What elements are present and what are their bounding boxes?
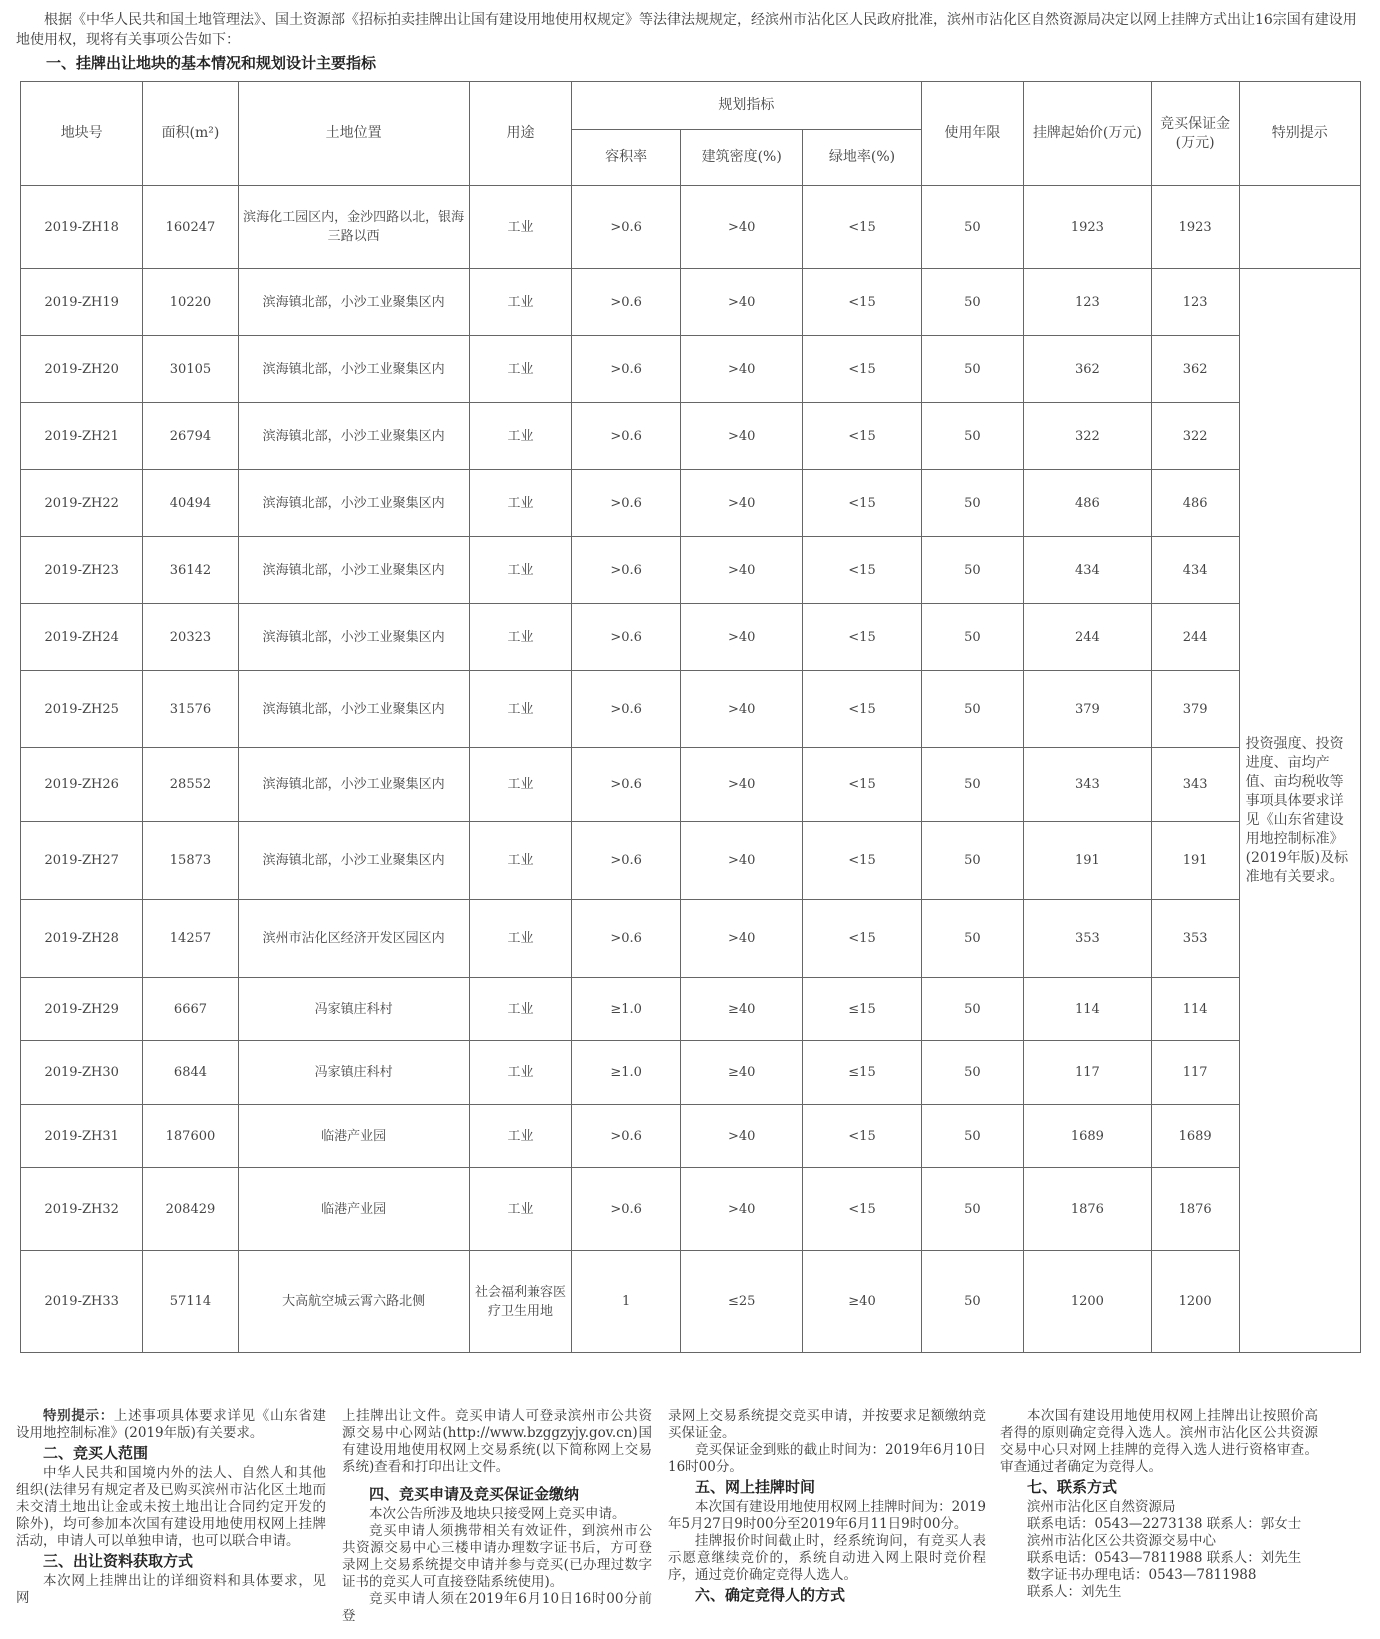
parcel-far: 1 [572, 1251, 681, 1353]
parcel-area: 15873 [143, 822, 238, 900]
section2-title: 二、竞买人范围 [43, 1444, 149, 1462]
parcel-start-price: 191 [1024, 822, 1152, 900]
table-row [21, 900, 1361, 978]
parcel-deposit: 1876 [1151, 1168, 1239, 1251]
parcel-area: 57114 [143, 1251, 238, 1353]
parcel-green: <15 [803, 537, 921, 604]
table-row [21, 470, 1361, 537]
parcel-deposit: 1689 [1151, 1105, 1239, 1168]
parcel-location: 临港产业园 [238, 1168, 469, 1251]
parcel-density: >40 [681, 1168, 803, 1251]
parcel-use: 工业 [469, 470, 572, 537]
section5-para-2: 挂牌报价时间截止时，经系统询问，有竞买人表示愿意继续竞价的，系统自动进入网上限时竞价程序，通过竞价确定竞得人选人。 [668, 1533, 986, 1583]
parcel-term: 50 [921, 269, 1024, 336]
parcel-term: 50 [921, 822, 1024, 900]
special-tip-text: 上述事项具体要求详见《山东省建设用地控制标准》(2019年版)有关要求。 [16, 1408, 327, 1441]
parcel-density: >40 [681, 403, 803, 470]
table-row [21, 822, 1361, 900]
parcel-density: >40 [681, 1105, 803, 1168]
parcel-area: 187600 [143, 1105, 238, 1168]
parcel-density: >40 [681, 336, 803, 403]
parcel-location: 滨海化工园区内，金沙四路以北，银海三路以西 [238, 186, 469, 269]
contact-line: 联系人：刘先生 [1027, 1584, 1122, 1600]
parcel-use: 工业 [469, 1168, 572, 1251]
section4-para-1: 本次公告所涉及地块只接受网上竞买申请。 [369, 1506, 626, 1522]
table-row [21, 1168, 1361, 1251]
contact-line: 数字证书办理电话：0543—7811988 [1027, 1567, 1257, 1583]
parcel-deposit: 114 [1151, 978, 1239, 1041]
parcel-green: <15 [803, 403, 921, 470]
section6-text: 本次国有建设用地使用权网上挂牌出让按照价高者得的原则确定竞得入选人。滨州市沾化区公共资源交易中心只对网上挂牌的竞得入选人进行资格审查。审查通过者确定为竞得人。 [1000, 1408, 1318, 1475]
parcel-green: <15 [803, 269, 921, 336]
parcel-area: 10220 [143, 269, 238, 336]
parcel-use: 工业 [469, 748, 572, 822]
parcel-green: <15 [803, 186, 921, 269]
column-4 [1000, 1408, 1318, 1601]
parcel-location: 大高航空城云霄六路北侧 [238, 1251, 469, 1353]
header-planning: 规划指标 [572, 82, 921, 130]
contact-line: 滨州市沾化区自然资源局 [1027, 1499, 1176, 1515]
contact-line: 联系电话：0543—7811988 联系人：刘先生 [1027, 1550, 1302, 1566]
parcel-green: ≤15 [803, 978, 921, 1041]
parcel-deposit: 379 [1151, 671, 1239, 748]
parcel-start-price: 486 [1024, 470, 1152, 537]
parcel-term: 50 [921, 671, 1024, 748]
parcel-id: 2019-ZH27 [21, 822, 143, 900]
parcel-far: >0.6 [572, 671, 681, 748]
table-body [21, 186, 1361, 1353]
parcel-area: 160247 [143, 186, 238, 269]
parcel-id: 2019-ZH22 [21, 470, 143, 537]
parcel-far: >0.6 [572, 1168, 681, 1251]
parcel-term: 50 [921, 1105, 1024, 1168]
parcel-table [20, 81, 1361, 1353]
parcel-area: 30105 [143, 336, 238, 403]
parcel-far: >0.6 [572, 537, 681, 604]
table-row [21, 537, 1361, 604]
parcel-location: 滨海镇北部，小沙工业聚集区内 [238, 822, 469, 900]
parcel-id: 2019-ZH28 [21, 900, 143, 978]
parcel-area: 28552 [143, 748, 238, 822]
parcel-area: 36142 [143, 537, 238, 604]
parcel-term: 50 [921, 1041, 1024, 1105]
notice-columns [16, 1408, 1366, 1633]
parcel-green: <15 [803, 336, 921, 403]
parcel-deposit: 486 [1151, 470, 1239, 537]
section3-title: 三、出让资料获取方式 [43, 1552, 194, 1570]
deposit-deadline: 竞买保证金到账的截止时间为：2019年6月10日16时00分。 [668, 1442, 986, 1475]
parcel-far: >0.6 [572, 1105, 681, 1168]
table-row [21, 403, 1361, 470]
parcel-density: >40 [681, 748, 803, 822]
parcel-start-price: 434 [1024, 537, 1152, 604]
parcel-term: 50 [921, 748, 1024, 822]
parcel-term: 50 [921, 1168, 1024, 1251]
table-row [21, 1041, 1361, 1105]
parcel-density: >40 [681, 671, 803, 748]
parcel-green: <15 [803, 470, 921, 537]
header-area: 面积(m²) [143, 82, 238, 186]
parcel-id: 2019-ZH33 [21, 1251, 143, 1353]
parcel-area: 6667 [143, 978, 238, 1041]
parcel-green: <15 [803, 1168, 921, 1251]
column-2 [342, 1408, 652, 1625]
parcel-far: >0.6 [572, 336, 681, 403]
parcel-density: >40 [681, 470, 803, 537]
section6-title: 六、确定竞得人的方式 [695, 1586, 846, 1604]
parcel-green: <15 [803, 822, 921, 900]
parcel-deposit: 1923 [1151, 186, 1239, 269]
parcel-location: 滨海镇北部，小沙工业聚集区内 [238, 269, 469, 336]
parcel-area: 31576 [143, 671, 238, 748]
header-green: 绿地率(%) [803, 130, 921, 186]
parcel-id: 2019-ZH23 [21, 537, 143, 604]
parcel-deposit: 191 [1151, 822, 1239, 900]
parcel-far: >0.6 [572, 822, 681, 900]
parcel-green: <15 [803, 748, 921, 822]
table-row [21, 671, 1361, 748]
parcel-location: 滨海镇北部，小沙工业聚集区内 [238, 470, 469, 537]
parcel-green: <15 [803, 671, 921, 748]
parcel-id: 2019-ZH21 [21, 403, 143, 470]
table-header [21, 82, 1361, 186]
parcel-location: 冯家镇庄科村 [238, 1041, 469, 1105]
parcel-start-price: 379 [1024, 671, 1152, 748]
parcel-density: >40 [681, 604, 803, 671]
section2-text: 中华人民共和国境内外的法人、自然人和其他组织(法律另有规定者及已购买滨州市沾化区土地而未交清土地出让金或未按土地出让合同约定开发的除外)，均可参加本次国有建设用地使用权网上挂牌活动，申请人可以单独申请，也可以联合申请。 [16, 1465, 326, 1549]
section3-text: 本次网上挂牌出让的详细资料和具体要求，见网 [16, 1573, 326, 1606]
parcel-id: 2019-ZH30 [21, 1041, 143, 1105]
parcel-area: 6844 [143, 1041, 238, 1105]
parcel-green: ≥40 [803, 1251, 921, 1353]
parcel-term: 50 [921, 186, 1024, 269]
table-row [21, 186, 1361, 269]
section1-title: 一、挂牌出让地块的基本情况和规划设计主要指标 [46, 54, 377, 72]
parcel-far: >0.6 [572, 900, 681, 978]
parcel-far: >0.6 [572, 269, 681, 336]
parcel-location: 滨海镇北部，小沙工业聚集区内 [238, 537, 469, 604]
parcel-density: ≥40 [681, 978, 803, 1041]
header-term: 使用年限 [921, 82, 1024, 186]
header-deposit: 竞买保证金(万元) [1151, 82, 1239, 186]
parcel-green: <15 [803, 604, 921, 671]
parcel-start-price: 114 [1024, 978, 1152, 1041]
header-far: 容积率 [572, 130, 681, 186]
parcel-term: 50 [921, 336, 1024, 403]
parcel-use: 工业 [469, 1041, 572, 1105]
parcel-deposit: 322 [1151, 403, 1239, 470]
parcel-start-price: 343 [1024, 748, 1152, 822]
parcel-start-price: 1876 [1024, 1168, 1152, 1251]
parcel-start-price: 1923 [1024, 186, 1152, 269]
parcel-density: ≤25 [681, 1251, 803, 1353]
intro-paragraph: 根据《中华人民共和国土地管理法》、国土资源部《招标拍卖挂牌出让国有建设用地使用权规定》等法律法规规定，经滨州市沾化区人民政府批准，滨州市沾化区自然资源局决定以网上挂牌方式出让16宗国有建设用地使用权，现将有关事项公告如下： [16, 12, 1357, 48]
table-row [21, 1105, 1361, 1168]
parcel-term: 50 [921, 900, 1024, 978]
parcel-far: >0.6 [572, 470, 681, 537]
parcel-area: 40494 [143, 470, 238, 537]
parcel-green: ≤15 [803, 1041, 921, 1105]
parcel-use: 工业 [469, 537, 572, 604]
parcel-deposit: 362 [1151, 336, 1239, 403]
parcel-term: 50 [921, 537, 1024, 604]
parcel-area: 14257 [143, 900, 238, 978]
table-row [21, 604, 1361, 671]
parcel-density: >40 [681, 269, 803, 336]
parcel-deposit: 343 [1151, 748, 1239, 822]
column-3 [668, 1408, 986, 1607]
parcel-id: 2019-ZH32 [21, 1168, 143, 1251]
parcel-id: 2019-ZH31 [21, 1105, 143, 1168]
header-density: 建筑密度(%) [681, 130, 803, 186]
contact-line: 联系电话：0543—2273138 联系人：郭女士 [1027, 1516, 1302, 1532]
parcel-term: 50 [921, 604, 1024, 671]
parcel-term: 50 [921, 1251, 1024, 1353]
parcel-start-price: 123 [1024, 269, 1152, 336]
parcel-start-price: 1200 [1024, 1251, 1152, 1353]
parcel-start-price: 244 [1024, 604, 1152, 671]
parcel-far: ≥1.0 [572, 978, 681, 1041]
parcel-deposit: 117 [1151, 1041, 1239, 1105]
section3-continued: 上挂牌出让文件。竞买申请人可登录滨州市公共资源交易中心网站(http://www.bzggzyjy.gov.cn)国有建设用地使用权网上交易系统(以下简称网上交易系统)查看和打印出让文件。 [342, 1408, 652, 1475]
parcel-density: >40 [681, 537, 803, 604]
parcel-use: 工业 [469, 671, 572, 748]
parcel-green: <15 [803, 900, 921, 978]
parcel-deposit: 244 [1151, 604, 1239, 671]
parcel-area: 26794 [143, 403, 238, 470]
parcel-deposit: 123 [1151, 269, 1239, 336]
parcel-use: 工业 [469, 336, 572, 403]
parcel-use: 工业 [469, 604, 572, 671]
parcel-location: 滨州市沾化区经济开发区园区内 [238, 900, 469, 978]
header-special: 特别提示 [1239, 82, 1360, 186]
header-use: 用途 [469, 82, 572, 186]
parcel-location: 滨海镇北部，小沙工业聚集区内 [238, 604, 469, 671]
parcel-start-price: 117 [1024, 1041, 1152, 1105]
table-row [21, 336, 1361, 403]
parcel-id: 2019-ZH20 [21, 336, 143, 403]
parcel-location: 滨海镇北部，小沙工业聚集区内 [238, 748, 469, 822]
section4-para-3: 竞买申请人须在2019年6月10日16时00分前登 [342, 1591, 652, 1624]
parcel-deposit: 434 [1151, 537, 1239, 604]
special-note-blank [1239, 186, 1360, 269]
section4-para-2: 竞买申请人须携带相关有效证件，到滨州市公共资源交易中心三楼申请办理数字证书后，方可登录网上交易系统提交申请并参与竞买(已办理过数字证书的竞买人可直接登陆系统使用)。 [342, 1523, 652, 1590]
parcel-location: 滨海镇北部，小沙工业聚集区内 [238, 671, 469, 748]
table-row [21, 269, 1361, 336]
parcel-term: 50 [921, 978, 1024, 1041]
header-location: 土地位置 [238, 82, 469, 186]
parcel-density: >40 [681, 900, 803, 978]
table-row [21, 748, 1361, 822]
section5-title: 五、网上挂牌时间 [695, 1478, 816, 1496]
parcel-use: 工业 [469, 403, 572, 470]
parcel-term: 50 [921, 470, 1024, 537]
parcel-id: 2019-ZH24 [21, 604, 143, 671]
parcel-start-price: 353 [1024, 900, 1152, 978]
parcel-green: <15 [803, 1105, 921, 1168]
parcel-location: 滨海镇北部，小沙工业聚集区内 [238, 403, 469, 470]
special-note: 投资强度、投资进度、亩均产值、亩均税收等事项具体要求详见《山东省建设用地控制标准》(2019年版)及标准地有关要求。 [1239, 269, 1360, 1353]
parcel-id: 2019-ZH25 [21, 671, 143, 748]
parcel-use: 工业 [469, 900, 572, 978]
header-parcel: 地块号 [21, 82, 143, 186]
parcel-location: 滨海镇北部，小沙工业聚集区内 [238, 336, 469, 403]
parcel-use: 工业 [469, 978, 572, 1041]
parcel-density: >40 [681, 822, 803, 900]
section4-continued: 录网上交易系统提交竞买申请，并按要求足额缴纳竞买保证金。 [668, 1408, 986, 1441]
parcel-far: >0.6 [572, 604, 681, 671]
header-start-price: 挂牌起始价(万元) [1024, 82, 1152, 186]
special-tip-label: 特别提示： [43, 1408, 114, 1424]
parcel-location: 临港产业园 [238, 1105, 469, 1168]
parcel-id: 2019-ZH19 [21, 269, 143, 336]
parcel-deposit: 1200 [1151, 1251, 1239, 1353]
table-row [21, 1251, 1361, 1353]
parcel-use: 工业 [469, 269, 572, 336]
parcel-start-price: 322 [1024, 403, 1152, 470]
section4-title: 四、竞买申请及竞买保证金缴纳 [369, 1485, 580, 1503]
parcel-use: 工业 [469, 186, 572, 269]
parcel-far: >0.6 [572, 748, 681, 822]
parcel-area: 208429 [143, 1168, 238, 1251]
contact-line: 滨州市沾化区公共资源交易中心 [1027, 1533, 1216, 1549]
parcel-area: 20323 [143, 604, 238, 671]
table-row [21, 978, 1361, 1041]
parcel-density: >40 [681, 186, 803, 269]
column-1 [16, 1408, 326, 1607]
parcel-far: >0.6 [572, 186, 681, 269]
parcel-location: 冯家镇庄科村 [238, 978, 469, 1041]
parcel-use: 社会福利兼容医疗卫生用地 [469, 1251, 572, 1353]
parcel-use: 工业 [469, 1105, 572, 1168]
parcel-id: 2019-ZH18 [21, 186, 143, 269]
parcel-far: ≥1.0 [572, 1041, 681, 1105]
parcel-start-price: 362 [1024, 336, 1152, 403]
section7-title: 七、联系方式 [1027, 1478, 1118, 1496]
contact-list [1000, 1499, 1318, 1601]
parcel-far: >0.6 [572, 403, 681, 470]
parcel-id: 2019-ZH29 [21, 978, 143, 1041]
section5-para-1: 本次国有建设用地使用权网上挂牌时间为：2019年5月27日9时00分至2019年6月11日9时00分。 [668, 1499, 986, 1532]
parcel-id: 2019-ZH26 [21, 748, 143, 822]
parcel-use: 工业 [469, 822, 572, 900]
parcel-start-price: 1689 [1024, 1105, 1152, 1168]
parcel-density: ≥40 [681, 1041, 803, 1105]
parcel-term: 50 [921, 403, 1024, 470]
parcel-deposit: 353 [1151, 900, 1239, 978]
